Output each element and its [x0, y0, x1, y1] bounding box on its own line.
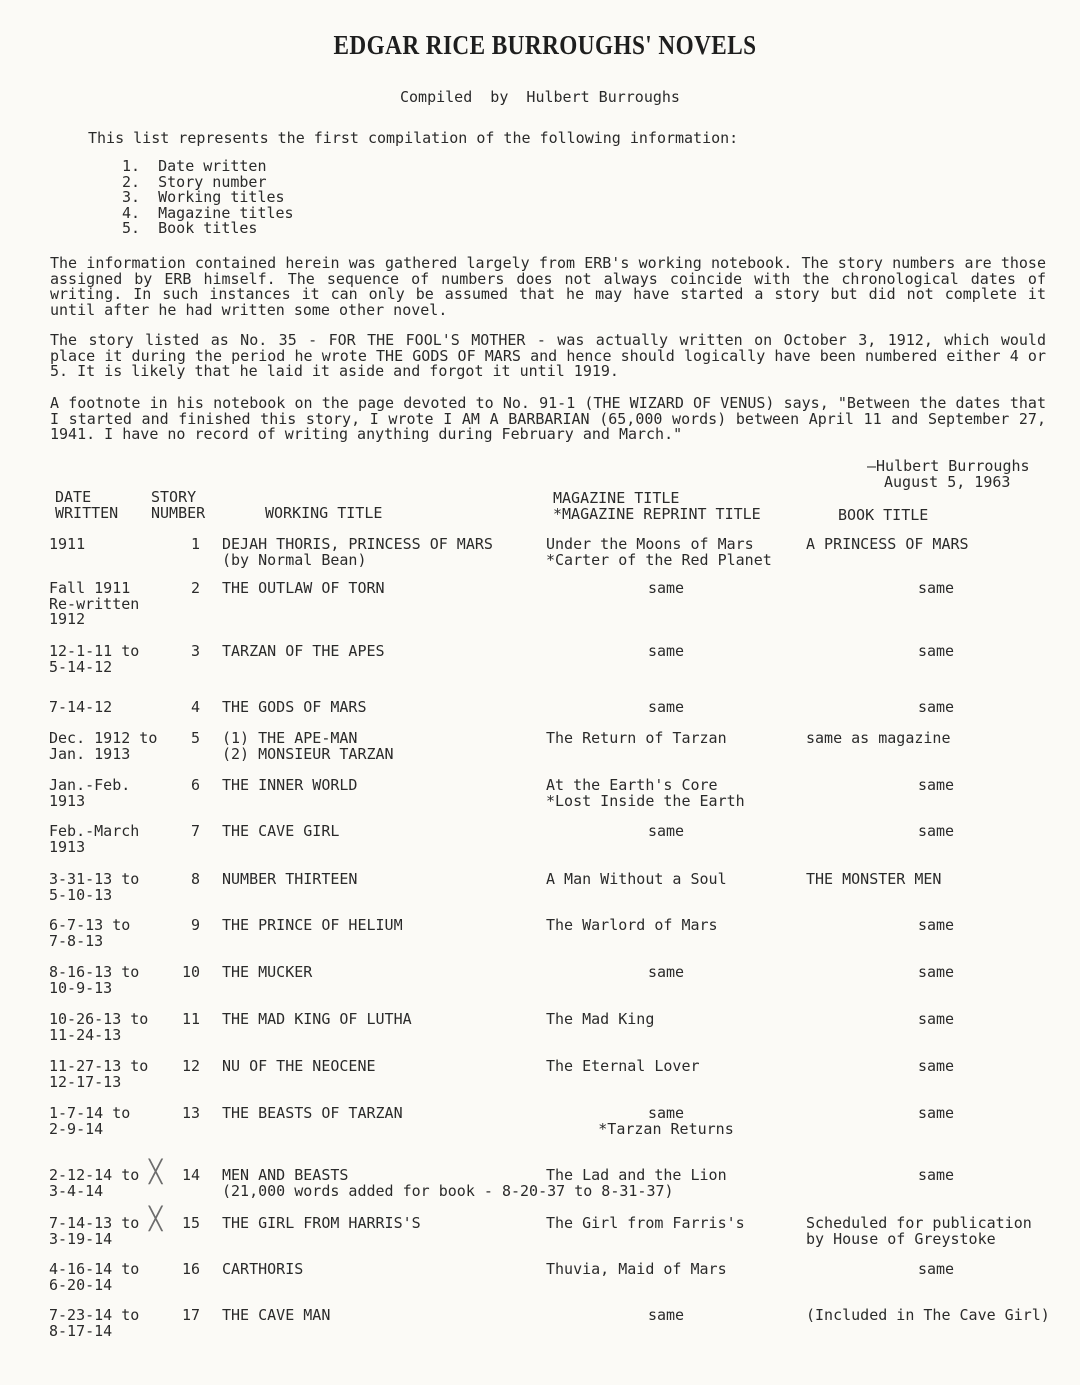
magazine-title-cell: same	[647, 963, 685, 981]
story-number-cell: 3	[190, 642, 200, 660]
story-number-cell: 9	[190, 916, 200, 934]
book-title-cell: same	[917, 642, 955, 660]
magazine-title-cell: same	[647, 822, 685, 840]
date-written-cell: Feb.-March 1913	[49, 822, 140, 856]
signature	[867, 458, 1030, 490]
magazine-title-cell: Thuvia, Maid of Mars	[546, 1260, 727, 1278]
table-row	[0, 644, 1080, 684]
magazine-title-cell: The Return of Tarzan	[546, 729, 727, 747]
working-title-cell: (1) THE APE-MAN (2) MONSIEUR TARZAN	[222, 729, 394, 763]
story-number-cell: 14	[181, 1166, 200, 1184]
magazine-title-cell: same *Tarzan Returns	[598, 1104, 734, 1138]
date-written-cell: 4-16-14 to 6-20-14	[49, 1260, 140, 1294]
date-written-cell: Fall 1911 Re-written 1912	[49, 579, 140, 628]
book-title-cell: same as magazine	[806, 729, 951, 747]
info-list	[122, 159, 294, 237]
magazine-title-cell: The Girl from Farris's	[546, 1214, 745, 1232]
info-item: 2. Story number	[122, 172, 267, 191]
signature-date: August 5, 1963	[884, 473, 1011, 491]
header-date-written: DATE WRITTEN	[55, 488, 119, 522]
book-title-cell: (Included in The Cave Girl)	[806, 1306, 1050, 1324]
paragraph-footnote: A footnote in his notebook on the page devoted to No. 91-1 (THE WIZARD OF VENUS) says, "Between the dates that I started and finished this story, I wrote I AM A BARBARIAN (65,000 words) between April 11 and September 27, 1941. I have no record of writing anything during February and March."	[50, 394, 1046, 443]
table-row	[0, 1012, 1080, 1052]
magazine-title-cell: same	[647, 642, 685, 660]
table-row	[0, 872, 1080, 912]
date-written-cell: 2-12-14 to 3-4-14	[49, 1166, 140, 1200]
paragraph-notebook-source: The information contained herein was gathered largely from ERB's working notebook. The story numbers are those assigned by ERB himself. The sequence of numbers does not always coincide with the chronological dates of writing. In such instances it can only be assumed that he may have started a story but did not complete it until after he had written some other novel.	[50, 254, 1046, 319]
table-row	[0, 1308, 1080, 1348]
date-written-cell: 3-31-13 to 5-10-13	[49, 870, 140, 904]
date-written-cell: 6-7-13 to 7-8-13	[49, 916, 131, 950]
date-written-cell: 1911	[49, 535, 86, 553]
magazine-title-cell: same	[647, 1306, 685, 1324]
magazine-title-cell: Under the Moons of Mars *Carter of the Red Planet	[546, 535, 772, 569]
magazine-title-cell: same	[647, 579, 685, 597]
magazine-title-cell: The Eternal Lover	[546, 1057, 700, 1075]
story-number-cell: 11	[181, 1010, 200, 1028]
table-row	[0, 579, 1080, 628]
header-story-number: STORY NUMBER	[151, 488, 206, 522]
book-title-cell: A PRINCESS OF MARS	[806, 535, 969, 553]
header-magazine-title: MAGAZINE TITLE *MAGAZINE REPRINT TITLE	[553, 489, 761, 523]
story-number-cell: 16	[181, 1260, 200, 1278]
book-title-cell: same	[917, 822, 955, 840]
date-written-cell: Dec. 1912 to Jan. 1913	[49, 729, 158, 763]
book-title-cell: same	[917, 1260, 955, 1278]
table-row	[0, 731, 1080, 771]
working-title-cell: THE GIRL FROM HARRIS'S	[222, 1214, 421, 1232]
story-number-cell: 8	[190, 870, 200, 888]
magazine-title-cell: The Lad and the Lion	[546, 1166, 727, 1184]
date-written-cell: 12-1-11 to 5-14-12	[49, 642, 140, 676]
table-row	[0, 918, 1080, 958]
table-row	[0, 1262, 1080, 1302]
date-written-cell: 7-14-12	[49, 698, 113, 716]
magazine-title-cell: same	[647, 698, 685, 716]
table-row	[0, 1106, 1080, 1146]
date-written-cell: 11-27-13 to 12-17-13	[49, 1057, 149, 1091]
working-title-cell: NU OF THE NEOCENE	[222, 1057, 376, 1075]
date-written-cell: 7-23-14 to 8-17-14	[49, 1306, 140, 1340]
working-title-cell: THE BEASTS OF TARZAN	[222, 1104, 403, 1122]
book-title-cell: THE MONSTER MEN	[806, 870, 942, 888]
story-number-cell: 7	[190, 822, 200, 840]
book-title-cell: same	[917, 579, 955, 597]
date-written-cell: 1-7-14 to 2-9-14	[49, 1104, 131, 1138]
table-row	[0, 824, 1080, 864]
info-item: 3. Working titles	[122, 188, 285, 206]
working-title-cell: MEN AND BEASTS (21,000 words added for book - 8-20-37 to 8-31-37)	[222, 1166, 674, 1200]
table-row	[0, 965, 1080, 1005]
book-title-cell: same	[917, 916, 955, 934]
book-title-cell: same	[917, 1010, 955, 1028]
working-title-cell: CARTHORIS	[222, 1260, 304, 1278]
magazine-title-cell: At the Earth's Core *Lost Inside the Earth	[546, 776, 745, 810]
story-number-cell: 15	[181, 1214, 200, 1232]
story-number-cell: 4	[190, 698, 200, 716]
story-number-cell: 2	[190, 579, 200, 597]
table-row	[0, 537, 1080, 577]
pen-mark-x-icon: ╳	[149, 1207, 163, 1232]
story-number-cell: 17	[181, 1306, 200, 1324]
working-title-cell: DEJAH THORIS, PRINCESS OF MARS (by Normal Bean)	[222, 535, 493, 569]
table-row	[0, 1059, 1080, 1099]
book-title-cell: same	[917, 1057, 955, 1075]
story-number-cell: 1	[190, 535, 200, 553]
date-written-cell: 8-16-13 to 10-9-13	[49, 963, 140, 997]
book-title-cell: same	[917, 776, 955, 794]
book-title-cell: same	[917, 1104, 955, 1122]
document-title: EDGAR RICE BURROUGHS' NOVELS	[333, 30, 757, 60]
story-number-cell: 13	[181, 1104, 200, 1122]
working-title-cell: THE INNER WORLD	[222, 776, 358, 794]
working-title-cell: THE GODS OF MARS	[222, 698, 367, 716]
story-number-cell: 6	[190, 776, 200, 794]
magazine-title-cell: The Mad King	[546, 1010, 655, 1028]
date-written-cell: 10-26-13 to 11-24-13	[49, 1010, 149, 1044]
date-written-cell: Jan.-Feb. 1913	[49, 776, 131, 810]
working-title-cell: THE MAD KING OF LUTHA	[222, 1010, 412, 1028]
info-item: 4. Magazine titles	[122, 203, 294, 222]
paragraph-story-35: The story listed as No. 35 - FOR THE FOOL'S MOTHER - was actually written on October 3, 1912, which would place it during the period he wrote THE GODS OF MARS and hence should logically have been numbered either 4 or 5. It is likely that he laid it aside and forgot it until 1919.	[50, 331, 1046, 380]
story-number-cell: 5	[190, 729, 200, 747]
story-number-cell: 12	[181, 1057, 200, 1075]
working-title-cell: THE CAVE GIRL	[222, 822, 340, 840]
book-title-cell: same	[917, 963, 955, 981]
book-title-cell: same	[917, 698, 955, 716]
working-title-cell: THE MUCKER	[222, 963, 313, 981]
header-working-title: WORKING TITLE	[265, 504, 383, 522]
info-item: 1. Date written	[122, 157, 267, 175]
pen-mark-x-icon: ╳	[149, 1160, 163, 1185]
table-row	[0, 778, 1080, 818]
working-title-cell: THE PRINCE OF HELIUM	[222, 916, 403, 934]
intro-text: This list represents the first compilation of the following information:	[88, 129, 739, 147]
book-title-cell: Scheduled for publication by House of Greystoke	[806, 1214, 1032, 1248]
story-number-cell: 10	[181, 963, 200, 981]
info-item: 5. Book titles	[122, 219, 258, 237]
header-book-title: BOOK TITLE	[838, 506, 929, 524]
working-title-cell: THE CAVE MAN	[222, 1306, 331, 1324]
compiled-by: Compiled by Hulbert Burroughs	[400, 88, 680, 106]
book-title-cell: same	[917, 1166, 955, 1184]
working-title-cell: NUMBER THIRTEEN	[222, 870, 358, 888]
signature-name: —Hulbert Burroughs	[867, 457, 1030, 475]
working-title-cell: THE OUTLAW OF TORN	[222, 579, 385, 597]
working-title-cell: TARZAN OF THE APES	[222, 642, 385, 660]
magazine-title-cell: A Man Without a Soul	[546, 870, 727, 888]
magazine-title-cell: The Warlord of Mars	[546, 916, 718, 934]
date-written-cell: 7-14-13 to 3-19-14	[49, 1214, 140, 1248]
